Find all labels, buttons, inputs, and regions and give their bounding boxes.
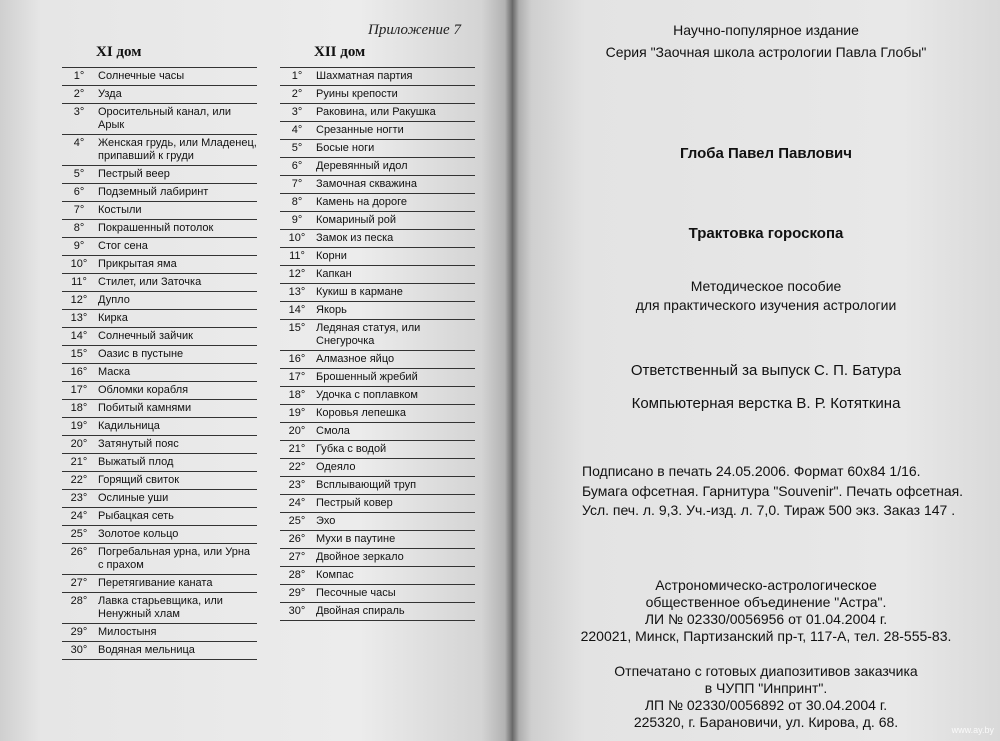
degree-cell: 20° — [288, 425, 306, 437]
symbol-cell: Босые ноги — [316, 142, 375, 154]
table-row — [62, 543, 257, 574]
symbol-cell: Корни — [316, 250, 347, 262]
degree-cell: 15° — [70, 348, 88, 360]
degree-cell: 25° — [288, 515, 306, 527]
book-gutter — [505, 0, 519, 741]
table-row — [280, 229, 475, 247]
table-row — [62, 471, 257, 489]
degree-cell: 24° — [70, 510, 88, 522]
table-row — [280, 440, 475, 458]
symbol-cell: Обломки корабля — [98, 384, 189, 396]
printer-license: ЛП № 02330/0056892 от 30.04.2004 г. — [644, 697, 888, 713]
print-info-2: Бумага офсетная. Гарнитура "Souvenir". Печать офсетная. — [582, 483, 964, 499]
table-row — [62, 574, 257, 592]
table-row — [62, 201, 257, 219]
table-row — [280, 175, 475, 193]
table-row — [280, 193, 475, 211]
symbol-cell: Маска — [98, 366, 131, 378]
publisher-license: ЛИ № 02330/0056956 от 01.04.2004 г. — [644, 611, 888, 627]
degree-cell: 21° — [288, 443, 306, 455]
table-row — [62, 623, 257, 641]
table-row — [280, 422, 475, 440]
symbol-cell: Удочка с поплавком — [316, 389, 418, 401]
degree-cell: 22° — [70, 474, 88, 486]
table-row — [280, 139, 475, 157]
symbol-cell: Оазис в пустыне — [98, 348, 184, 360]
table-row — [280, 602, 475, 621]
table-row — [280, 494, 475, 512]
symbol-cell: Водяная мельница — [98, 644, 195, 656]
table-row — [280, 530, 475, 548]
table-row — [280, 566, 475, 584]
subtitle-line-1: Методическое пособие — [690, 278, 842, 294]
symbol-cell: Женская грудь, или Младенец, припавший к груди — [98, 137, 257, 162]
table-row — [280, 386, 475, 404]
degree-cell: 6° — [73, 186, 85, 198]
degree-cell: 22° — [288, 461, 306, 473]
symbol-cell: Комариный рой — [316, 214, 397, 226]
table-row — [62, 417, 257, 435]
table-row — [280, 512, 475, 530]
symbol-cell: Костыли — [98, 204, 142, 216]
degree-cell: 17° — [288, 371, 306, 383]
symbol-cell: Побитый камнями — [98, 402, 192, 414]
table-row — [62, 219, 257, 237]
degree-cell: 19° — [70, 420, 88, 432]
table-row — [62, 345, 257, 363]
table-row — [280, 283, 475, 301]
degree-cell: 18° — [70, 402, 88, 414]
printer-2: в ЧУПП "Инпринт". — [704, 680, 828, 696]
symbol-cell: Кирка — [98, 312, 128, 324]
symbol-cell: Смола — [316, 425, 350, 437]
printer-address: 225320, г. Барановичи, ул. Кирова, д. 68. — [633, 714, 899, 730]
degree-cell: 3° — [73, 106, 85, 118]
symbol-cell: Подземный лабиринт — [98, 186, 209, 198]
edition-type: Научно-популярное издание — [673, 22, 859, 38]
symbol-cell: Одеяло — [316, 461, 356, 473]
print-info-3: Усл. печ. л. 9,3. Уч.-изд. л. 7,0. Тираж 500 экз. Заказ 147 . — [582, 502, 956, 518]
degree-cell: 26° — [288, 533, 306, 545]
degree-cell: 23° — [288, 479, 306, 491]
symbol-cell: Брошенный жребий — [316, 371, 418, 383]
symbol-cell: Срезанные ногти — [316, 124, 404, 136]
symbol-cell: Узда — [98, 88, 122, 100]
symbol-cell: Мухи в паутине — [316, 533, 396, 545]
symbol-cell: Золотое кольцо — [98, 528, 179, 540]
table-row — [280, 85, 475, 103]
table-row — [62, 641, 257, 660]
symbol-cell: Капкан — [316, 268, 352, 280]
symbol-cell: Погребальная урна, или Урна с прахом — [98, 546, 251, 571]
symbol-cell: Губка с водой — [316, 443, 387, 455]
table-row — [280, 121, 475, 139]
degree-cell: 20° — [70, 438, 88, 450]
symbol-cell: Затянутый пояс — [98, 438, 179, 450]
degree-cell: 24° — [288, 497, 306, 509]
symbol-cell: Двойная спираль — [316, 605, 405, 617]
publisher-2: общественное объединение "Астра". — [645, 594, 887, 610]
degree-cell: 3° — [291, 106, 303, 118]
table-row — [62, 309, 257, 327]
symbol-cell: Пестрый веер — [98, 168, 170, 180]
degree-cell: 13° — [70, 312, 88, 324]
degree-cell: 27° — [288, 551, 306, 563]
symbol-cell: Алмазное яйцо — [316, 353, 395, 365]
table-row — [280, 67, 475, 85]
table-row — [62, 183, 257, 201]
symbol-cell: Замочная скважина — [316, 178, 417, 190]
house-12-title: XII дом — [314, 44, 366, 60]
table-row — [62, 237, 257, 255]
table-row — [62, 291, 257, 309]
degree-cell: 21° — [70, 456, 88, 468]
layout-credit: Компьютерная верстка В. Р. Котяткина — [631, 395, 901, 412]
table-row — [280, 458, 475, 476]
degree-cell: 29° — [70, 626, 88, 638]
degree-cell: 30° — [288, 605, 306, 617]
table-row — [62, 165, 257, 183]
degree-cell: 9° — [73, 240, 85, 252]
table-row — [280, 404, 475, 422]
symbol-cell: Шахматная партия — [316, 70, 413, 82]
degree-cell: 2° — [73, 88, 85, 100]
symbol-cell: Дупло — [98, 294, 130, 306]
symbol-cell: Выжатый плод — [98, 456, 174, 468]
house-11-table — [62, 44, 257, 660]
table-row — [62, 255, 257, 273]
table-row — [62, 525, 257, 543]
symbol-cell: Всплывающий труп — [316, 479, 417, 491]
symbol-cell: Якорь — [316, 304, 347, 316]
degree-cell: 4° — [291, 124, 303, 136]
symbol-cell: Покрашенный потолок — [98, 222, 214, 234]
table-row — [280, 103, 475, 121]
table-row — [280, 584, 475, 602]
author: Глоба Павел Павлович — [679, 145, 852, 162]
symbol-cell: Оросительный канал, или Арык — [98, 106, 232, 131]
degree-cell: 2° — [291, 88, 303, 100]
symbol-cell: Раковина, или Ракушка — [316, 106, 436, 118]
symbol-cell: Руины крепости — [316, 88, 398, 100]
table-row — [62, 453, 257, 471]
table-row — [62, 273, 257, 291]
symbol-cell: Прикрытая яма — [98, 258, 177, 270]
table-row — [280, 350, 475, 368]
degree-cell: 11° — [71, 276, 87, 288]
degree-cell: 26° — [70, 546, 88, 558]
symbol-cell: Коровья лепешка — [316, 407, 406, 419]
degree-cell: 12° — [288, 268, 306, 280]
house-12-rows — [280, 67, 475, 621]
symbol-cell: Горящий свиток — [98, 474, 180, 486]
degree-cell: 7° — [291, 178, 303, 190]
table-row — [280, 265, 475, 283]
degree-cell: 28° — [288, 569, 306, 581]
symbol-cell: Деревянный идол — [316, 160, 408, 172]
degree-cell: 1° — [291, 70, 303, 82]
degree-cell: 12° — [70, 294, 88, 306]
publisher-1: Астрономическо-астрологическое — [655, 577, 877, 593]
degree-cell: 17° — [70, 384, 88, 396]
degree-cell: 10° — [70, 258, 88, 270]
symbol-cell: Рыбацкая сеть — [98, 510, 174, 522]
table-row — [280, 476, 475, 494]
table-row — [62, 134, 257, 165]
table-row — [62, 327, 257, 345]
table-row — [62, 103, 257, 134]
symbol-cell: Эхо — [316, 515, 336, 527]
degree-cell: 6° — [291, 160, 303, 172]
degree-cell: 8° — [291, 196, 303, 208]
house-12-table — [280, 44, 475, 621]
symbol-cell: Камень на дороге — [316, 196, 407, 208]
table-row — [62, 381, 257, 399]
degree-cell: 15° — [288, 322, 306, 334]
degree-cell: 30° — [70, 644, 88, 656]
degree-cell: 9° — [291, 214, 303, 226]
degree-cell: 29° — [288, 587, 306, 599]
appendix-label: Приложение 7 — [368, 22, 461, 38]
degree-cell: 1° — [73, 70, 85, 82]
subtitle-line-2: для практического изучения астрологии — [635, 297, 897, 313]
responsible: Ответственный за выпуск С. П. Батура — [630, 362, 902, 379]
table-row — [62, 67, 257, 85]
symbol-cell: Милостыня — [98, 626, 157, 638]
table-row — [62, 363, 257, 381]
degree-cell: 13° — [288, 286, 306, 298]
book-title: Трактовка гороскопа — [688, 225, 844, 242]
table-row — [62, 85, 257, 103]
symbol-cell: Ослиные уши — [98, 492, 169, 504]
table-row — [280, 548, 475, 566]
table-row — [280, 211, 475, 229]
symbol-cell: Двойное зеркало — [316, 551, 404, 563]
degree-cell: 14° — [70, 330, 88, 342]
table-row — [280, 368, 475, 386]
symbol-cell: Песочные часы — [316, 587, 396, 599]
degree-cell: 28° — [70, 595, 88, 607]
series: Серия "Заочная школа астрологии Павла Глобы" — [605, 44, 927, 60]
degree-cell: 16° — [70, 366, 88, 378]
table-row — [280, 301, 475, 319]
symbol-cell: Солнечные часы — [98, 70, 185, 82]
house-11-title: XI дом — [96, 44, 142, 60]
degree-cell: 19° — [288, 407, 306, 419]
table-row — [62, 489, 257, 507]
degree-cell: 18° — [288, 389, 306, 401]
degree-cell: 7° — [73, 204, 85, 216]
symbol-cell: Кукиш в кармане — [316, 286, 403, 298]
table-row — [280, 157, 475, 175]
table-row — [62, 435, 257, 453]
degree-cell: 14° — [288, 304, 306, 316]
symbol-cell: Компас — [316, 569, 354, 581]
publisher-address: 220021, Минск, Партизанский пр-т, 117-А, тел. 28-555-83. — [580, 628, 952, 644]
house-11-rows — [62, 67, 257, 660]
degree-cell: 10° — [288, 232, 306, 244]
symbol-cell: Пестрый ковер — [316, 497, 393, 509]
table-row — [280, 247, 475, 265]
symbol-cell: Лавка старьевщика, или Ненужный хлам — [98, 595, 223, 620]
table-row — [62, 399, 257, 417]
table-row — [62, 507, 257, 525]
degree-cell: 5° — [73, 168, 85, 180]
degree-cell: 4° — [73, 137, 85, 149]
watermark: www.ay.by — [951, 725, 994, 735]
printer-1: Отпечатано с готовых диапозитивов заказчика — [614, 663, 918, 679]
symbol-cell: Кадильница — [98, 420, 160, 432]
degree-cell: 11° — [289, 250, 305, 262]
symbol-cell: Солнечный зайчик — [98, 330, 193, 342]
symbol-cell: Ледяная статуя, или Снегурочка — [316, 322, 421, 347]
table-row — [62, 592, 257, 623]
degree-cell: 27° — [70, 577, 88, 589]
table-row — [280, 319, 475, 350]
degree-cell: 5° — [291, 142, 303, 154]
symbol-cell: Замок из песка — [316, 232, 394, 244]
degree-cell: 25° — [70, 528, 88, 540]
degree-cell: 8° — [73, 222, 85, 234]
degree-cell: 23° — [70, 492, 88, 504]
symbol-cell: Стилет, или Заточка — [98, 276, 202, 288]
symbol-cell: Стог сена — [98, 240, 148, 252]
degree-cell: 16° — [288, 353, 306, 365]
symbol-cell: Перетягивание каната — [98, 577, 213, 589]
print-info-1: Подписано в печать 24.05.2006. Формат 60x84 1/16. — [582, 463, 921, 479]
